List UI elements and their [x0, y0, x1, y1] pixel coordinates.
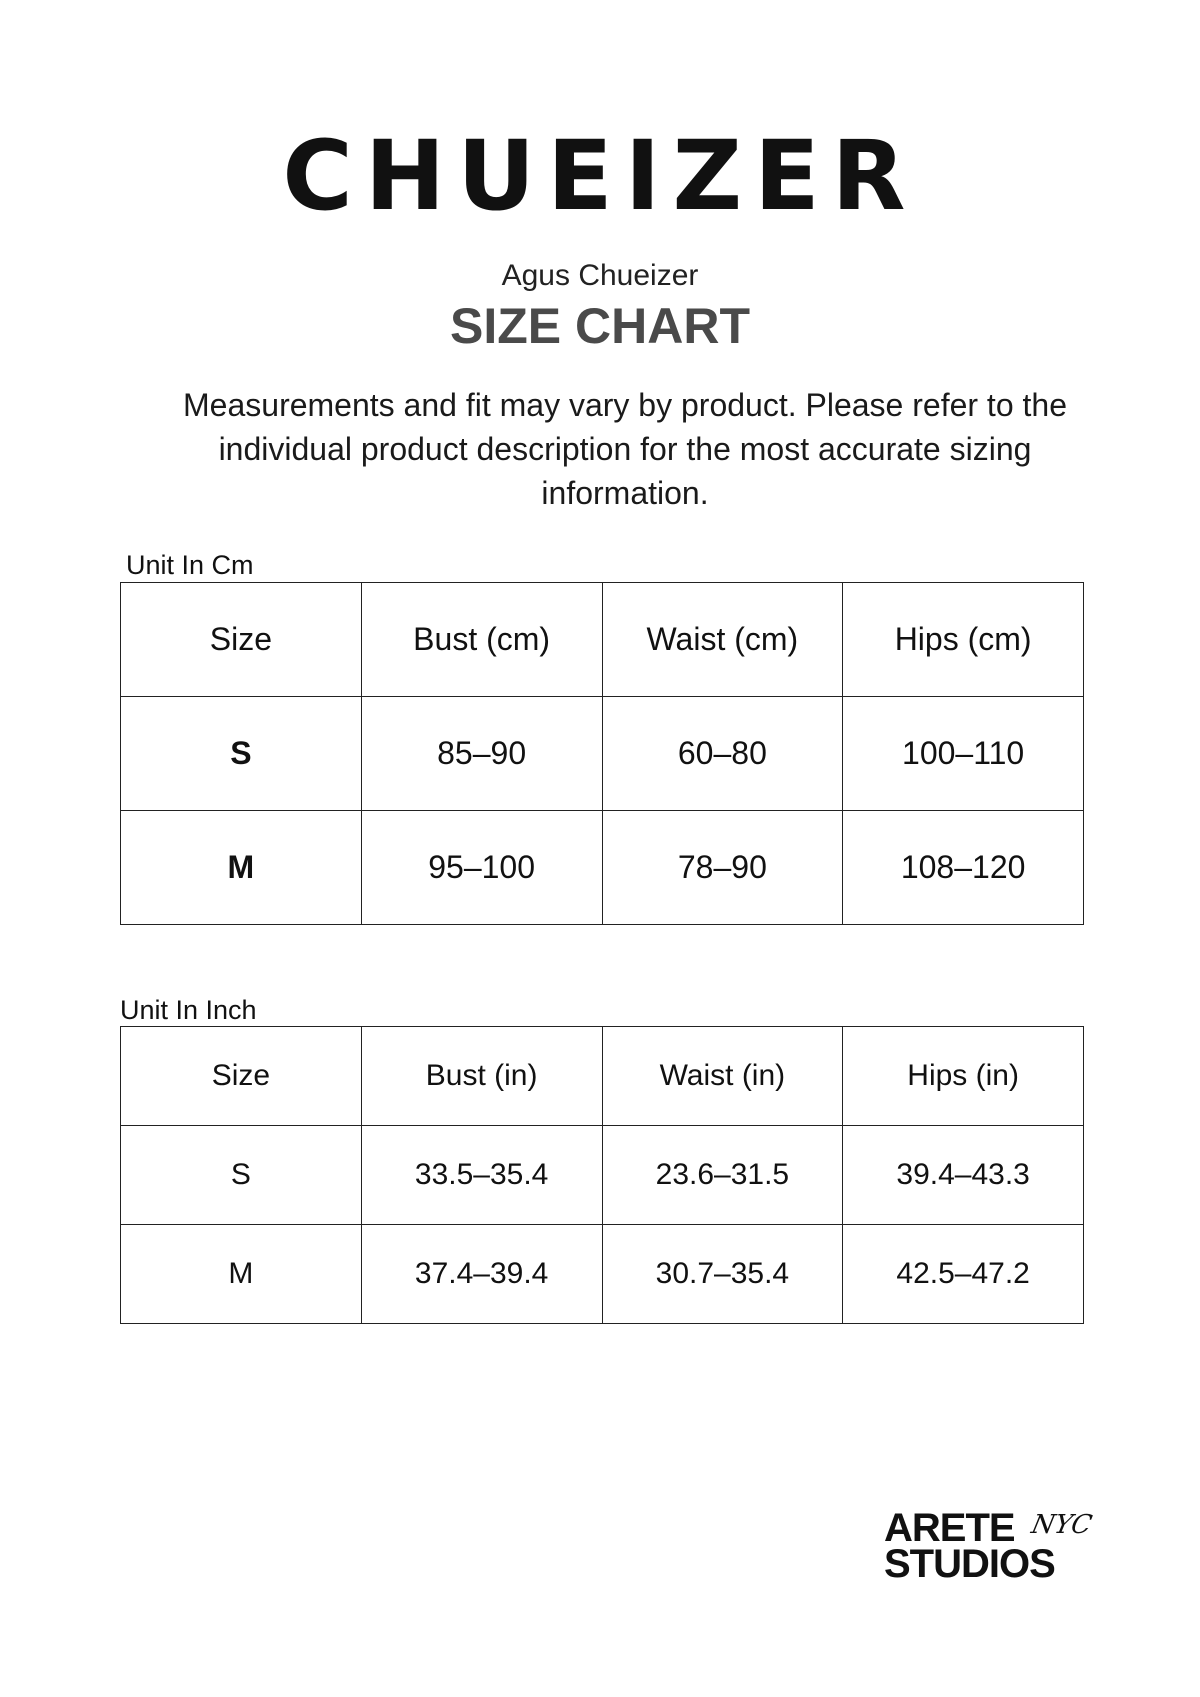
table-row	[121, 1225, 1084, 1324]
header-hips: Hips (in)	[843, 1027, 1084, 1126]
logo-accent: NYC	[1028, 1510, 1095, 1540]
size-table-cm	[120, 582, 1084, 925]
logo-line-1: ARETE	[884, 1506, 1015, 1550]
table-row	[121, 697, 1084, 811]
waist-cell: 78–90	[602, 811, 843, 925]
table-row	[121, 811, 1084, 925]
sizing-disclaimer: Measurements and fit may vary by product. Please refer to the individual product description for the most accurate sizing information.	[183, 387, 1067, 511]
bust-cell: 37.4–39.4	[361, 1225, 602, 1324]
brand-logo: CHUEIZER	[282, 120, 918, 232]
bust-cell: 33.5–35.4	[361, 1126, 602, 1225]
header-size: Size	[121, 583, 362, 697]
bust-cell: 85–90	[361, 697, 602, 811]
table-header-row	[121, 1027, 1084, 1126]
unit-label-inch: Unit In Inch	[120, 995, 257, 1025]
studio-logo	[884, 1508, 1104, 1588]
waist-cell: 23.6–31.5	[602, 1126, 843, 1225]
size-cell: S	[121, 697, 362, 811]
header-hips: Hips (cm)	[843, 583, 1084, 697]
header-size: Size	[121, 1027, 362, 1126]
designer-name: Agus Chueizer	[501, 259, 699, 292]
header-bust: Bust (cm)	[361, 583, 602, 697]
table-header-row	[121, 583, 1084, 697]
hips-cell: 39.4–43.3	[843, 1126, 1084, 1225]
hips-cell: 42.5–47.2	[843, 1225, 1084, 1324]
size-cell: M	[121, 1225, 362, 1324]
hips-cell: 100–110	[843, 697, 1084, 811]
header-bust: Bust (in)	[361, 1027, 602, 1126]
size-cell: S	[121, 1126, 362, 1225]
hips-cell: 108–120	[843, 811, 1084, 925]
header-waist: Waist (cm)	[602, 583, 843, 697]
bust-cell: 95–100	[361, 811, 602, 925]
size-table-inch	[120, 1026, 1084, 1324]
table-row	[121, 1126, 1084, 1225]
header-waist: Waist (in)	[602, 1027, 843, 1126]
unit-label-cm: Unit In Cm	[126, 550, 254, 580]
waist-cell: 60–80	[602, 697, 843, 811]
logo-line-2: STUDIOS	[884, 1542, 1055, 1586]
waist-cell: 30.7–35.4	[602, 1225, 843, 1324]
page-title: SIZE CHART	[450, 298, 750, 354]
size-cell: M	[121, 811, 362, 925]
